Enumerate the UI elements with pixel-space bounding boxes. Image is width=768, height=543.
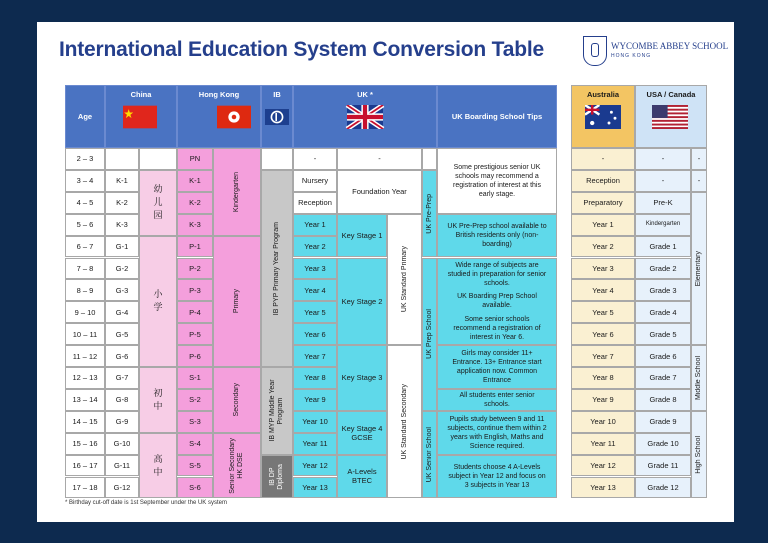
australia-year-cell: Year 9 xyxy=(571,389,635,411)
uk-year-cell: - xyxy=(293,148,337,170)
usa-grade-cell: Grade 1 xyxy=(635,236,691,258)
uk-standard-primary xyxy=(387,214,422,345)
usa-grade-cell: Grade 5 xyxy=(635,323,691,345)
hk-grade-cell: P-2 xyxy=(177,258,213,280)
usa-grade-cell: Kindergarten xyxy=(635,214,691,236)
china-grade-cell: G-5 xyxy=(105,323,139,345)
hk-grade-cell: PN xyxy=(177,148,213,170)
uk-flag-icon xyxy=(345,105,385,129)
header-uk-label: UK * xyxy=(357,90,373,99)
uk-year-cell: Year 12 xyxy=(293,455,337,477)
ib-pyp-group xyxy=(261,170,293,367)
hk-primary-group xyxy=(213,236,261,367)
hk-dse-group xyxy=(213,433,261,499)
tip-entrance: Girls may consider 11+ Entrance. 13+ Entrance start application now. Common Entrance xyxy=(437,345,557,389)
usa-grade-cell: Grade 9 xyxy=(635,411,691,433)
tip-gcse: Pupils study between 9 and 11 subjects, continue them within 2 years with English, Maths and Science required. xyxy=(437,411,557,455)
ib-pyp-group-label: IB PYP Primary Year Program xyxy=(273,221,280,316)
uk-year-cell: Year 7 xyxy=(293,345,337,367)
uk-year-cell: Year 9 xyxy=(293,389,337,411)
hk-grade-cell: P-5 xyxy=(177,323,213,345)
usa-grade-cell: - xyxy=(635,148,691,170)
usa-group-top: - xyxy=(691,148,707,170)
hk-kindergarten-group-label: Kindergarten xyxy=(233,171,240,212)
logo-sub: HONG KONG xyxy=(611,53,652,59)
usa-grade-cell: Grade 7 xyxy=(635,367,691,389)
tip-senior-entry: All students enter senior schools. xyxy=(437,389,557,411)
uk-prep-school-label: UK Prep School xyxy=(425,309,433,360)
hk-grade-cell: S-4 xyxy=(177,433,213,455)
usa-grade-cell: Pre-K xyxy=(635,192,691,214)
uk-standard-primary-label: UK Standard Primary xyxy=(400,246,408,313)
hk-grade-cell: S-3 xyxy=(177,411,213,433)
header-ib-label: IB xyxy=(273,90,281,99)
china-grade-cell: G-11 xyxy=(105,455,139,477)
australia-year-cell: Year 6 xyxy=(571,323,635,345)
usa-elementary xyxy=(691,192,707,345)
age-cell: 17 – 18 xyxy=(65,477,105,499)
age-cell: 4 – 5 xyxy=(65,192,105,214)
uk-a-levels: A-Levels BTEC xyxy=(337,455,387,499)
australia-year-cell: Year 2 xyxy=(571,236,635,258)
ib-dp-group-label: IB DP Diploma xyxy=(269,463,284,490)
tip-prep-school xyxy=(437,258,557,346)
logo-name: WYCOMBE ABBEY SCHOOL xyxy=(611,41,729,51)
usa-grade-cell: Grade 3 xyxy=(635,279,691,301)
age-cell: 13 – 14 xyxy=(65,389,105,411)
usa-high-school xyxy=(691,411,707,499)
hk-grade-cell: K-2 xyxy=(177,192,213,214)
tip-prep-line-3: Some senior schools recommend a registration of interest in Year 6. xyxy=(453,315,541,341)
china-grade-cell xyxy=(105,148,139,170)
page-title: International Education System Conversion Table xyxy=(59,38,544,61)
australia-year-cell: Year 1 xyxy=(571,214,635,236)
hk-secondary-group xyxy=(213,367,261,433)
china-grade-cell: K-2 xyxy=(105,192,139,214)
china-senior-group: 高 中 xyxy=(139,433,177,499)
age-cell: 3 – 4 xyxy=(65,170,105,192)
china-grade-cell: G-9 xyxy=(105,411,139,433)
china-grade-cell: G-12 xyxy=(105,477,139,499)
age-cell: 6 – 7 xyxy=(65,236,105,258)
australia-year-cell: Year 3 xyxy=(571,258,635,280)
china-grade-cell: G-3 xyxy=(105,279,139,301)
usa-grade-cell: Grade 11 xyxy=(635,455,691,477)
australia-year-cell: Year 10 xyxy=(571,411,635,433)
usa-grade-cell: Grade 12 xyxy=(635,477,691,499)
header-age xyxy=(65,85,105,148)
age-cell: 8 – 9 xyxy=(65,279,105,301)
uk-year-cell: Year 2 xyxy=(293,236,337,258)
usa-middle-school xyxy=(691,345,707,411)
uk-year-cell: Reception xyxy=(293,192,337,214)
uk-foundation-year: Foundation Year xyxy=(337,170,422,214)
china-flag-icon xyxy=(123,105,157,129)
uk-senior-school-label: UK Senior School xyxy=(425,426,433,483)
china-grade-cell: K-3 xyxy=(105,214,139,236)
ib-dp-group xyxy=(261,455,293,499)
uk-year-cell: Year 1 xyxy=(293,214,337,236)
australia-flag-icon xyxy=(585,105,621,129)
uk-year-cell: Year 11 xyxy=(293,433,337,455)
uk-year-cell: Year 13 xyxy=(293,477,337,499)
uk-year-cell: Nursery xyxy=(293,170,337,192)
tip-early-registration: Some prestigious senior UK schools may recommend a registration of interest at this early stage. xyxy=(437,148,557,214)
australia-year-cell: Year 7 xyxy=(571,345,635,367)
uk-pre-prep-label: UK Pre-Prep xyxy=(425,193,433,234)
uk-stage-top: - xyxy=(337,148,422,170)
china-grade-cell: G-8 xyxy=(105,389,139,411)
uk-standard-secondary xyxy=(387,345,422,498)
age-cell: 16 – 17 xyxy=(65,455,105,477)
age-cell: 11 – 12 xyxy=(65,345,105,367)
school-logo xyxy=(583,36,733,72)
usa-grade-cell: Grade 4 xyxy=(635,301,691,323)
header-age-label: Age xyxy=(77,112,93,121)
hk-grade-cell: K-1 xyxy=(177,170,213,192)
ib-logo-icon xyxy=(265,105,289,129)
china-grade-cell: G-7 xyxy=(105,367,139,389)
tip-prep-line-1: Wide range of subjects are studied in preparation for senior schools. xyxy=(447,261,547,287)
uk-pre-prep xyxy=(422,170,437,258)
hk-secondary-group-label: Secondary xyxy=(233,383,240,417)
hk-grade-cell: K-3 xyxy=(177,214,213,236)
age-cell: 9 – 10 xyxy=(65,301,105,323)
conversion-table-sheet xyxy=(37,22,734,522)
usa-grade-cell: Grade 6 xyxy=(635,345,691,367)
tip-prep-line-2: UK Boarding Prep School available. xyxy=(457,293,537,310)
china-grade-cell: G-2 xyxy=(105,258,139,280)
uk-key-stage-2: Key Stage 2 xyxy=(337,258,387,346)
australia-year-cell: Year 11 xyxy=(571,433,635,455)
hk-grade-cell: S-1 xyxy=(177,367,213,389)
usa-group-top2: - xyxy=(691,170,707,192)
uk-year-cell: Year 4 xyxy=(293,279,337,301)
usa-grade-cell: Grade 2 xyxy=(635,258,691,280)
china-grade-cell: G-6 xyxy=(105,345,139,367)
tip-pre-prep: UK Pre-Prep school available to British residents only (non-boarding) xyxy=(437,214,557,258)
usa-high-school-label: High School xyxy=(695,435,702,474)
hk-kindergarten-group xyxy=(213,148,261,236)
uk-key-stage-1: Key Stage 1 xyxy=(337,214,387,258)
uk-key-stage-3: Key Stage 3 xyxy=(337,345,387,411)
age-cell: 7 – 8 xyxy=(65,258,105,280)
footnote: * Birthday cut-off date is 1st September under the UK system xyxy=(65,500,227,506)
uk-year-cell: Year 10 xyxy=(293,411,337,433)
uk-senior-school xyxy=(422,411,437,499)
ib-myp-group xyxy=(261,367,293,455)
australia-year-cell: Year 4 xyxy=(571,279,635,301)
age-cell: 15 – 16 xyxy=(65,433,105,455)
china-kindergarten-group: 幼 儿 园 xyxy=(139,170,177,236)
australia-year-cell: Preparatory xyxy=(571,192,635,214)
uk-prep-school xyxy=(422,258,437,411)
crest-icon xyxy=(583,36,607,66)
tip-a-levels: Students choose 4 A-Levels subject in Year 12 and focus on 3 subjects in Year 13 xyxy=(437,455,557,499)
hk-grade-cell: P-1 xyxy=(177,236,213,258)
australia-year-cell: Year 5 xyxy=(571,301,635,323)
china-primary-group: 小 学 xyxy=(139,236,177,367)
usa-grade-cell: Grade 10 xyxy=(635,433,691,455)
ib-blank xyxy=(261,148,293,170)
australia-year-cell: Year 13 xyxy=(571,477,635,499)
hk-grade-cell: S-2 xyxy=(177,389,213,411)
usa-flag-icon xyxy=(649,105,691,129)
hk-dse-group-label: Senior Secondary HK DSE xyxy=(229,437,244,494)
hk-grade-cell: P-3 xyxy=(177,279,213,301)
uk-year-cell: Year 3 xyxy=(293,258,337,280)
header-hongkong-label: Hong Kong xyxy=(198,90,240,99)
hongkong-flag-icon xyxy=(217,105,251,129)
usa-grade-cell: - xyxy=(635,170,691,192)
uk-year-cell: Year 8 xyxy=(293,367,337,389)
usa-elementary-label: Elementary xyxy=(695,250,702,287)
hk-grade-cell: P-6 xyxy=(177,345,213,367)
hk-grade-cell: P-4 xyxy=(177,301,213,323)
uk-key-stage-4: Key Stage 4 GCSE xyxy=(337,411,387,455)
header-usa-label: USA / Canada xyxy=(646,90,696,99)
header-australia-label: Australia xyxy=(586,90,620,99)
header-tips xyxy=(437,85,557,148)
ib-myp-group-label: IB MYP Middle Year Program xyxy=(269,379,284,442)
uk-school-blank xyxy=(422,148,437,170)
header-china-label: China xyxy=(130,90,152,99)
usa-middle-school-label: Middle School xyxy=(695,355,702,400)
australia-year-cell: Reception xyxy=(571,170,635,192)
hk-primary-group-label: Primary xyxy=(233,289,240,314)
australia-year-cell: Year 8 xyxy=(571,367,635,389)
australia-year-cell: - xyxy=(571,148,635,170)
hk-grade-cell: S-6 xyxy=(177,477,213,499)
australia-year-cell: Year 12 xyxy=(571,455,635,477)
china-grade-cell: G-1 xyxy=(105,236,139,258)
age-cell: 12 – 13 xyxy=(65,367,105,389)
age-cell: 14 – 15 xyxy=(65,411,105,433)
china-grade-cell: G-10 xyxy=(105,433,139,455)
china-grade-cell: G-4 xyxy=(105,301,139,323)
china-junior-group: 初 中 xyxy=(139,367,177,433)
uk-standard-secondary-label: UK Standard Secondary xyxy=(400,383,408,460)
header-tips-label: UK Boarding School Tips xyxy=(451,112,543,121)
china-group-blank xyxy=(139,148,177,170)
age-cell: 10 – 11 xyxy=(65,323,105,345)
uk-year-cell: Year 6 xyxy=(293,323,337,345)
usa-grade-cell: Grade 8 xyxy=(635,389,691,411)
china-grade-cell: K-1 xyxy=(105,170,139,192)
age-cell: 5 – 6 xyxy=(65,214,105,236)
hk-grade-cell: S-5 xyxy=(177,455,213,477)
age-cell: 2 – 3 xyxy=(65,148,105,170)
uk-year-cell: Year 5 xyxy=(293,301,337,323)
